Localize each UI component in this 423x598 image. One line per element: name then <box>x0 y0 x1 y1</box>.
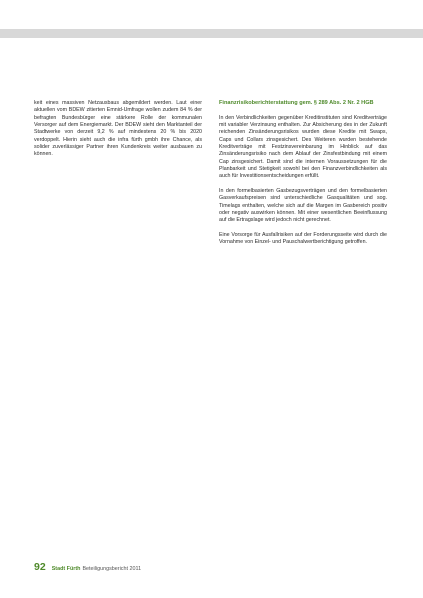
footer-organization: Stadt Fürth <box>51 566 81 572</box>
right-text-column <box>219 100 387 254</box>
right-paragraph-1: In den Verbindlichkeiten gegenüber Kreditinstituten sind Kreditverträge mit variabler Verzinsung enthalten. Zur Absicherung des in der Zukunft reichenden Zinsänderungsrisikos wurden diese Kredite mit Swaps, Caps und Collars zinsgesichert. Des Weiteren wurden bestehende Kreditverträge mit Festzinsvereinbarung im Hinblick auf das Zinsänderungsrisiko nach dem Ablauf der Zinsfestbindung mit einem Cap zinsgesichert. Damit sind die internen Voraussetzungen für die Planbarkeit und Stetigkeit sowohl bei den Finanzverbindlichkeiten als auch für Investitionsentscheidungen erfüllt. <box>219 114 387 180</box>
header-band <box>0 29 423 38</box>
left-paragraph-1: keit eines massiven Netzausbaus abgemildert werden. Laut einer aktuellen vom BDEW zitierten Emnid-Umfrage wollen zudem 84 % der befragten Bundesbürger eine stärkere Rolle der kommunalen Versorger auf dem Energiemarkt. Der BDEW sieht den Marktanteil der Stadtwerke von derzeit 9,2 % auf mindestens 20 % bis 2020 verdoppelt. Hierin sieht auch die infra fürth gmbh ihre Chance, als solider zuverlässiger Partner ihren Kundenkreis weiter ausbauen zu können. <box>34 100 202 158</box>
left-text-column <box>34 100 202 166</box>
footer-report-title: Beteiligungsbericht 2011 <box>82 566 142 572</box>
right-paragraph-3: Eine Vorsorge für Ausfallrisiken auf der Forderungsseite wird durch die Vornahme von Einzel- und Pauschalwertberichtigung getroffen. <box>219 232 387 246</box>
right-paragraph-2: In den formelbasierten Gasbezugsverträgen und den formelbasierten Gasverkaufspreisen sind unterschiedliche Gasqualitäten und sog. Timelags enthalten, welche sich auf die Margen im Gasbereich positiv oder negativ auswirken können. Mit einer wesentlichen Beeinflussung auf die Ertragslage wird jedoch nicht gerechnet. <box>219 187 387 224</box>
section-heading: Finanzrisikoberichterstattung gem. § 289 Abs. 2 Nr. 2 HGB <box>219 100 374 106</box>
page-footer <box>34 561 141 573</box>
page-number: 92 <box>34 561 46 573</box>
